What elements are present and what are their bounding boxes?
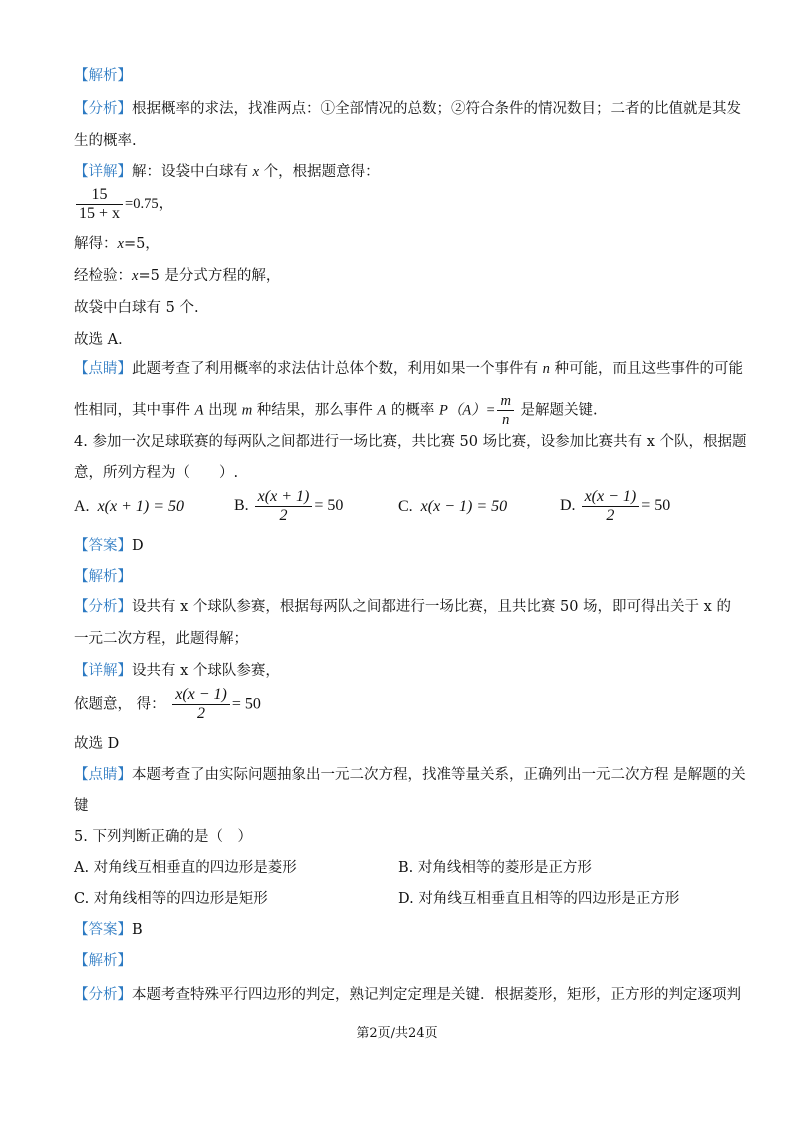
q4-answer: 【答案】D: [74, 538, 144, 554]
q4-option-d: D. $\frac{x(x - 1)}{2}$ = 50: [560, 488, 671, 524]
q5-jiexi-tag: 【解析】: [74, 953, 132, 969]
q4-equation: 依题意， 得： $\frac{x(x - 1)}{2}$ = 50: [74, 686, 261, 722]
fenxi-tag: 【分析】: [74, 101, 132, 117]
q4-jiexi-tag: 【解析】: [74, 569, 132, 585]
m-over-n-fraction: $\frac{m}{n}$: [497, 392, 513, 429]
q4-xiangjie: 【详解】设共有 x 个球队参赛，: [74, 663, 280, 679]
q4-option-a: A. x(x + 1) = 50: [74, 498, 185, 515]
q5-answer: 【答案】B: [74, 922, 143, 938]
conclusion-line: 故袋中白球有 5 个.: [74, 300, 199, 316]
fenxi-text: 根据概率的求法，找准两点：①全部情况的总数；②符合条件的情况数目；二者的比值就是其发: [132, 101, 741, 117]
q5-option-a: A. 对角线互相垂直的四边形是菱形: [74, 860, 297, 876]
jiexi-tag: 【解析】: [74, 68, 132, 84]
xiangjie-line: 【详解】解：设袋中白球有 x 个，根据题意得：: [74, 164, 380, 180]
fenxi-line-1: [74, 99, 741, 119]
dianjing-tag: 【点睛】: [74, 361, 132, 377]
q5-option-b: B. 对角线相等的菱形是正方形: [398, 860, 592, 876]
dianjing-line-1: 【点睛】此题考查了利用概率的求法估计总体个数，利用如果一个事件有 n 种可能，而且这些事件的可能: [74, 361, 743, 377]
q4-fenxi-1: 【分析】设共有 x 个球队参赛，根据每两队之间都进行一场比赛，且共比赛 50 场，即可得出关于 x 的: [74, 599, 731, 615]
fraction: $\frac{15}{15 + x}$: [76, 186, 123, 223]
dianjing-line-2: 性相同，其中事件 A 出现 m 种结果，那么事件 A 的概率 P（A）= $\frac{m}{n}$ 是解题关键.: [74, 393, 598, 428]
q5-fenxi: 【分析】本题考查特殊平行四边形的判定，熟记判定定理是关键．根据菱形，矩形，正方形的判定逐项判: [74, 987, 741, 1003]
q4-text-2: 意，所列方程为（ ）.: [74, 465, 239, 481]
q4-fenxi-2: 一元二次方程，此题得解；: [74, 631, 248, 647]
q4-text-1: 4. 参加一次足球联赛的每两队之间都进行一场比赛，共比赛 50 场比赛，设参加比赛共有 x 个队，根据题: [74, 434, 747, 450]
solve-line: 解得：x=5，: [74, 236, 160, 252]
fenxi-line-2: 生的概率.: [74, 133, 137, 149]
q4-dianjing-2: 键: [74, 798, 89, 814]
xiangjie-tag: 【详解】: [74, 164, 132, 180]
q5-option-d: D. 对角线互相垂直且相等的四边形是正方形: [398, 891, 680, 907]
q4-option-c: C. x(x − 1) = 50: [398, 498, 508, 515]
q5-text: 5. 下列判断正确的是（ ）: [74, 829, 252, 845]
probability-equation: $\frac{15}{15 + x}$ =0.75，: [74, 186, 173, 223]
q4-dianjing-1: 【点睛】本题考查了由实际问题抽象出一元二次方程，找准等量关系，正确列出一元二次方程 是解题的关: [74, 767, 746, 783]
choice-line: 故选 A．: [74, 332, 133, 348]
q4-option-b: B. $\frac{x(x + 1)}{2}$ = 50: [234, 488, 344, 524]
q5-option-c: C. 对角线相等的四边形是矩形: [74, 891, 268, 907]
q4-choice: 故选 D: [74, 736, 120, 752]
page-footer: 第2页/共24页: [356, 1026, 438, 1041]
check-line: 经检验：x=5 是分式方程的解，: [74, 268, 281, 284]
